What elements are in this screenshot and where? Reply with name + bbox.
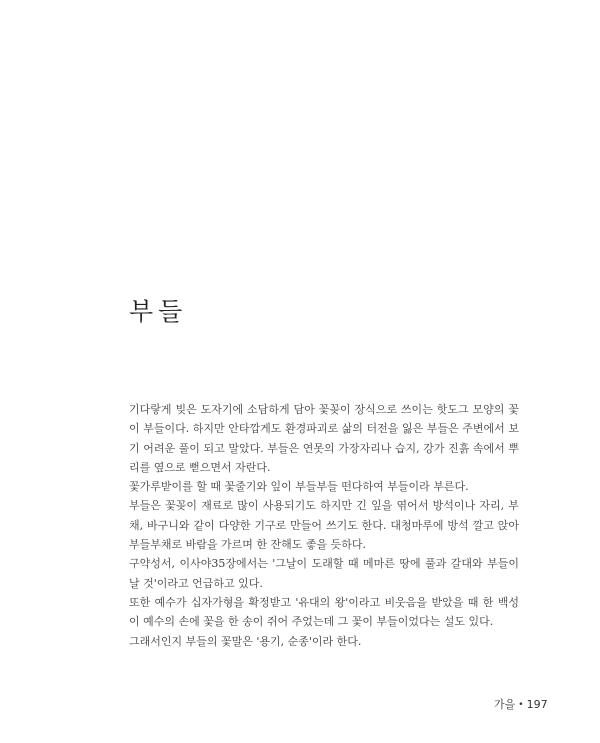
footer-separator: • bbox=[518, 700, 524, 710]
body-text bbox=[129, 400, 519, 651]
paragraph: 꽃가루받이를 할 때 꽃줄기와 잎이 부들부들 떤다하여 부들이라 부른다. bbox=[129, 480, 469, 494]
paragraph: 기다랗게 빚은 도자기에 소담하게 담아 꽃꽂이 장식으로 쓰이는 핫도그 모양의 꽃이 부들이다. 하지만 안타깝게도 환경파괴로 삶의 터전을 잃은 부들은 주변에서 보기 어려운 풀이 되고 말았다. 부들은 연못의 가장자리나 습지, 강가 진흙 속에서 뿌리를 옆으로 뻗으면서 자란다. bbox=[129, 403, 519, 474]
page-number: 197 bbox=[526, 698, 548, 711]
paragraph: 그래서인지 부들의 꽃말은 '용기, 순종'이라 한다. bbox=[129, 634, 362, 648]
section-label: 가을 bbox=[494, 698, 516, 711]
paragraph: 또한 예수가 십자가형을 확정받고 '유대의 왕'이라고 비웃음을 받았을 때 한 백성이 예수의 손에 꽃을 한 송이 쥐어 주었는데 그 꽃이 부들이었다는 설도 있다. bbox=[129, 595, 519, 629]
paragraph: 구약성서, 이사야35장에서는 '그날이 도래할 때 메마른 땅에 풀과 갈대와 부들이 날 것'이라고 언급하고 있다. bbox=[129, 557, 519, 590]
paragraph: 부들은 꽃꽂이 재료로 많이 사용되기도 하지만 긴 잎을 엮어서 방석이나 자리, 부채, 바구니와 같이 다양한 기구로 만들어 쓰기도 한다. 대청마루에 방석 깔고 앉아 부들부채로 바람을 가르며 한 잔해도 좋을 듯하다. bbox=[129, 499, 519, 552]
page-footer bbox=[494, 696, 548, 712]
page-title: 부들 bbox=[129, 297, 188, 326]
